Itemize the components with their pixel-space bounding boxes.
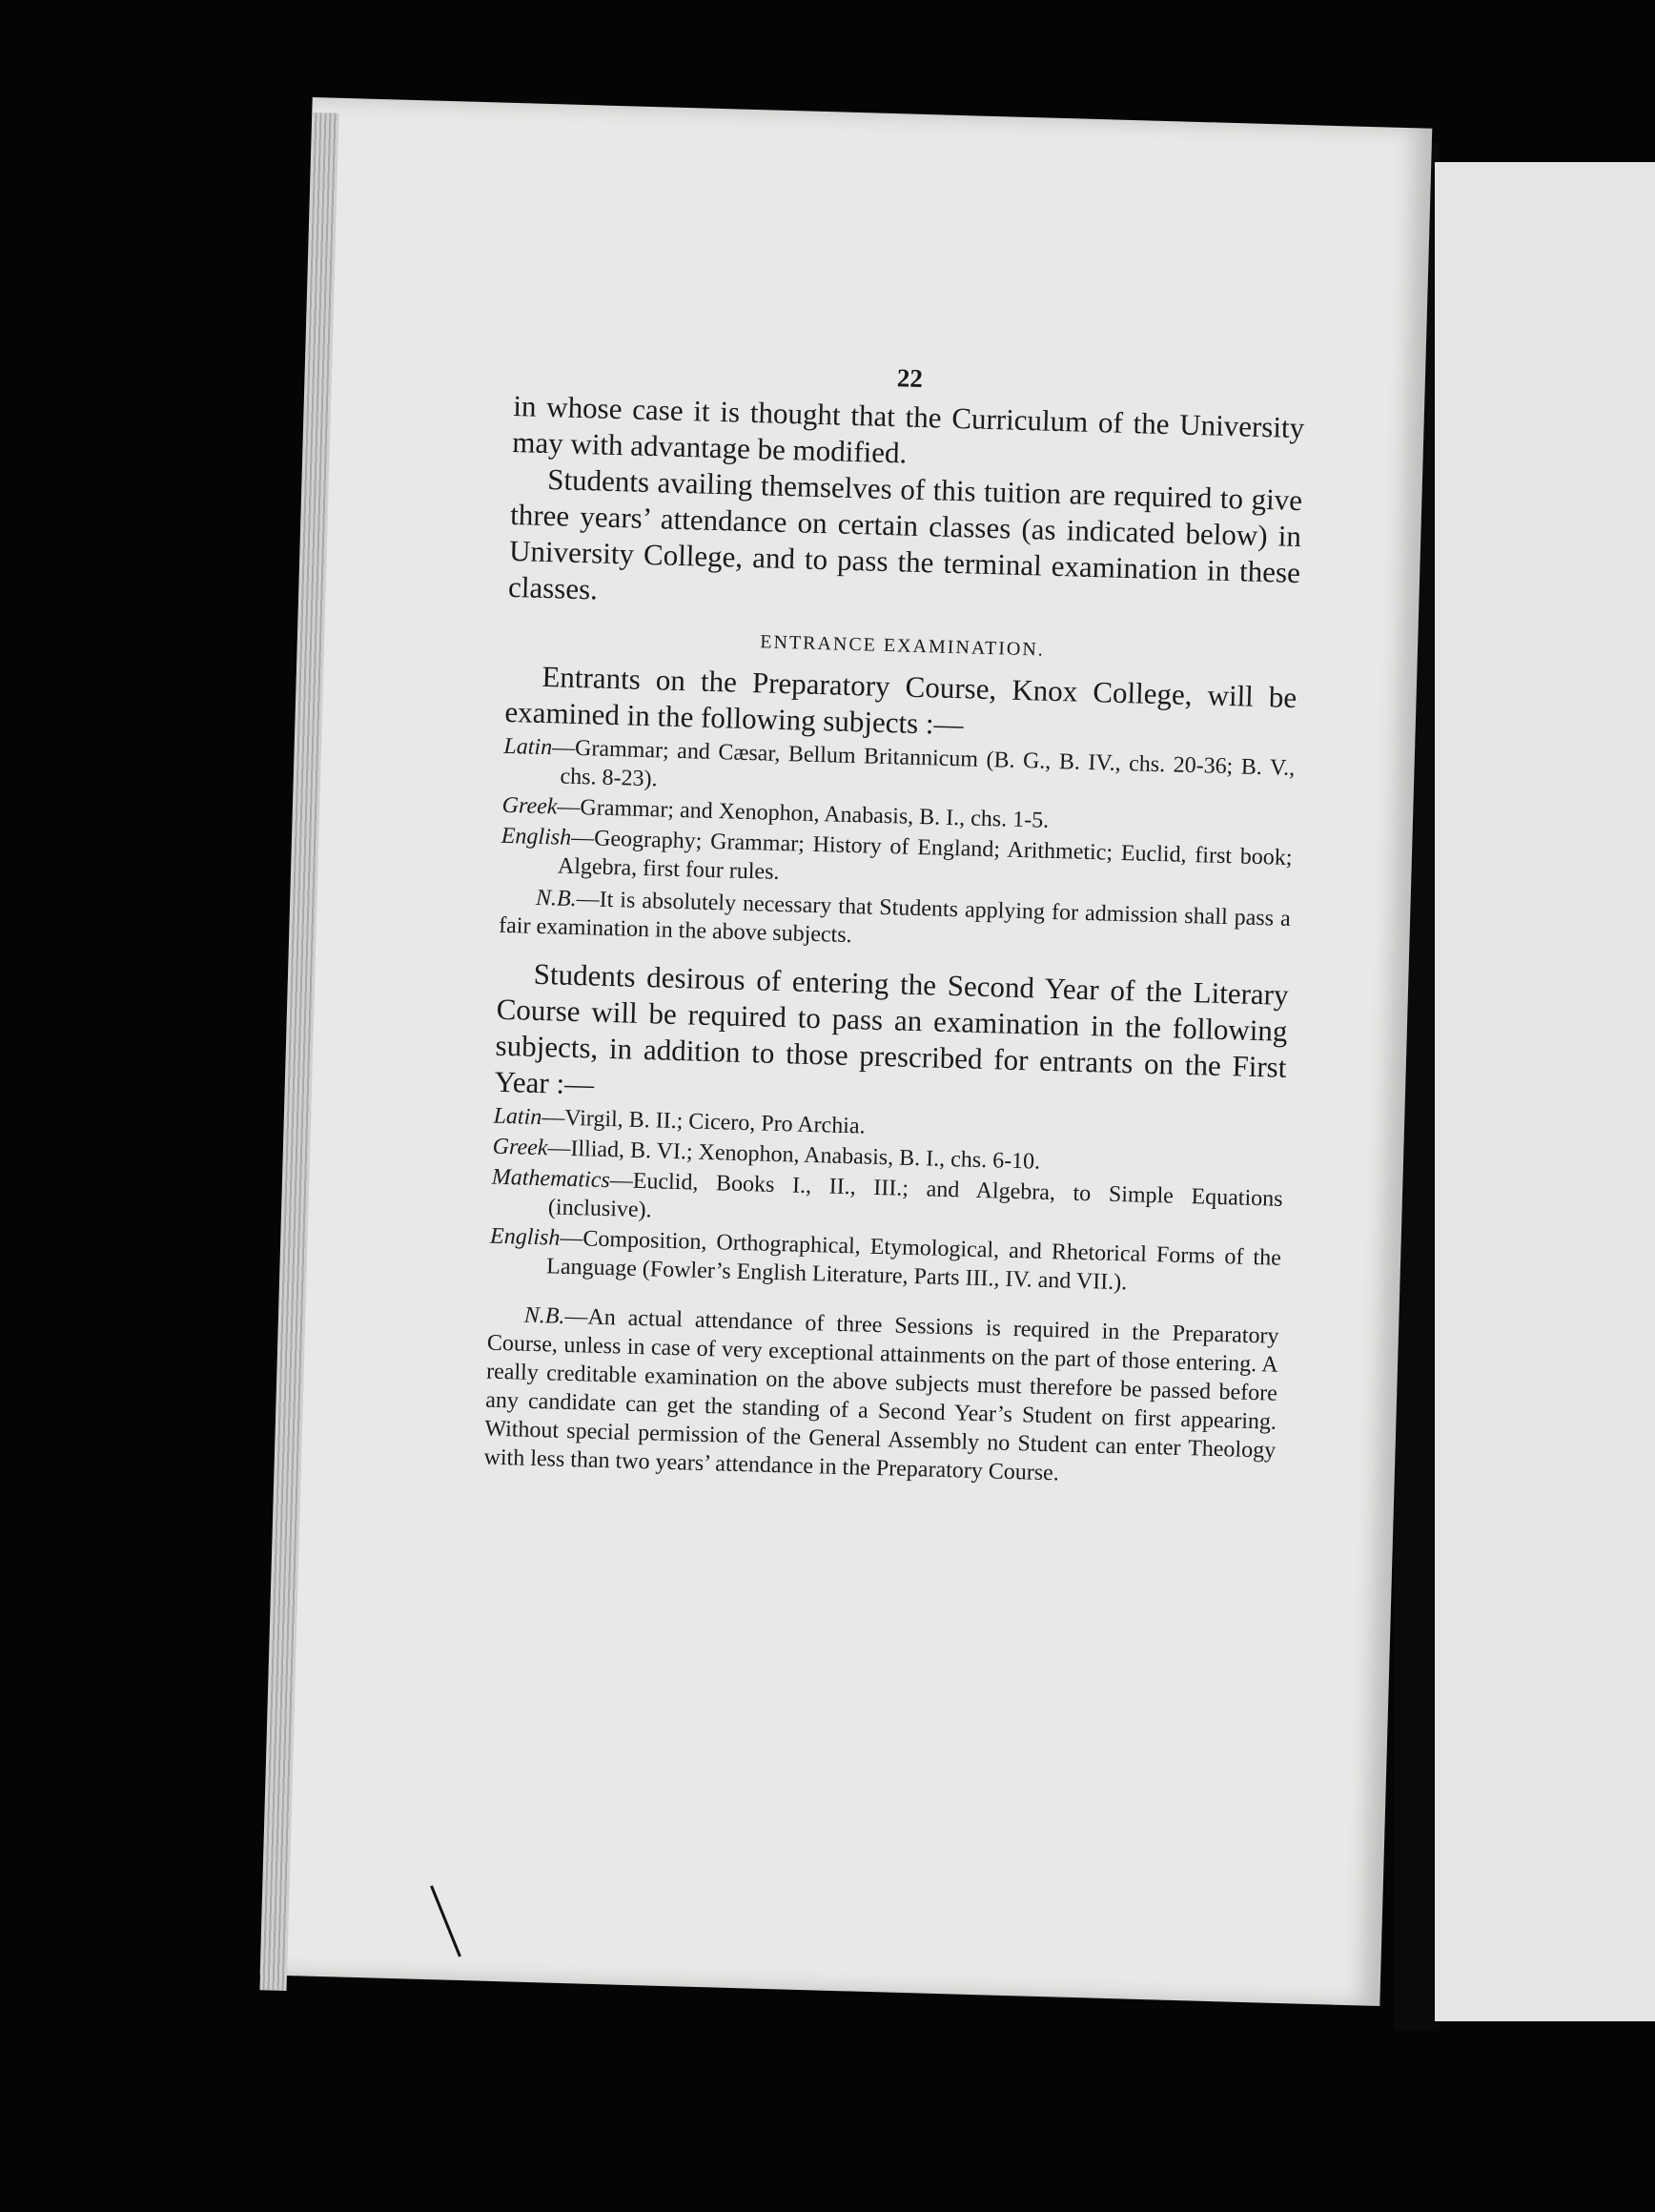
second-year-subject-list: [489, 1102, 1285, 1301]
subject-text: —Composition, Orthographical, Etymological, and Rhetorical Forms of the Language (Fowler’s English Literature, Parts III., IV. and VII.).: [545, 1225, 1282, 1296]
subject-text: —Euclid, Books I., II., III.; and Algebra, to Simple Equations (inclusive).: [547, 1168, 1283, 1223]
subject-label: Greek: [501, 792, 558, 820]
page-number: 22: [896, 363, 924, 393]
first-year-subject-list: [501, 732, 1296, 901]
subject-label: Latin: [503, 733, 553, 761]
facing-page: [1435, 162, 1655, 2021]
subject-text: —Grammar; and Cæsar, Bellum Britannicum (B. G., B. IV., chs. 20-36; B. V., chs. 8-23).: [551, 735, 1296, 792]
section-heading: ENTRANCE EXAMINATION.: [759, 631, 1046, 661]
nb-text: —An actual attendance of three Sessions is required in the Preparatory Course, unless in case of very exceptional attainments on the part of those entering. A really creditable examination on the above subjects must therefore be passed before any candidate can get the standing of a Second Year’s Student on first appearing. Without special permission of the General Assembly no Student can enter Theology with less than two years’ attendance in the Preparatory Course.: [483, 1303, 1279, 1486]
subject-label: Latin: [493, 1103, 542, 1131]
subject-label: Mathematics: [491, 1164, 611, 1194]
subject-text: —Geography; Grammar; History of England; Arithmetic; Euclid, first book; Algebra, first four rules.: [557, 825, 1293, 885]
nb-text: —It is absolutely necessary that Students applying for admission shall pass a fair examination in the above subjects.: [498, 887, 1292, 949]
entrants-intro: Entrants on the Preparatory Course, Knox College, will be examined in the following subjects :—: [503, 659, 1297, 742]
second-year-intro: Students desirous of entering the Second Year of the Literary Course will be required to pass an examination in the following subjects, in addition to those prescribed for entrants on the First Year :—: [494, 956, 1290, 1101]
tuition-paragraph: Students availing themselves of this tuition are required to give three years’ attendance on certain classes (as indicated below) in University College, and to pass the terminal examination in these classes.: [507, 462, 1303, 606]
subject-text: —Virgil, B. II.; Cicero, Pro Archia.: [541, 1105, 866, 1139]
nb-label: N.B.: [535, 885, 578, 912]
subject-text: —Illiad, B. VI.; Xenophon, Anabasis, B. I., chs. 6-10.: [547, 1136, 1041, 1175]
nb-attendance-note: [483, 1301, 1279, 1494]
subject-text: —Grammar; and Xenophon, Anabasis, B. I., chs. 1-5.: [557, 794, 1050, 833]
page-content: [483, 353, 1305, 1494]
opening-paragraph: in whose case it is thought that the Curriculum of the University may with advantage be modified.: [511, 388, 1305, 470]
subject-label: English: [489, 1223, 561, 1251]
subject-label: Greek: [492, 1134, 548, 1161]
subject-label: English: [501, 823, 572, 850]
nb-label: N.B.: [523, 1302, 565, 1329]
